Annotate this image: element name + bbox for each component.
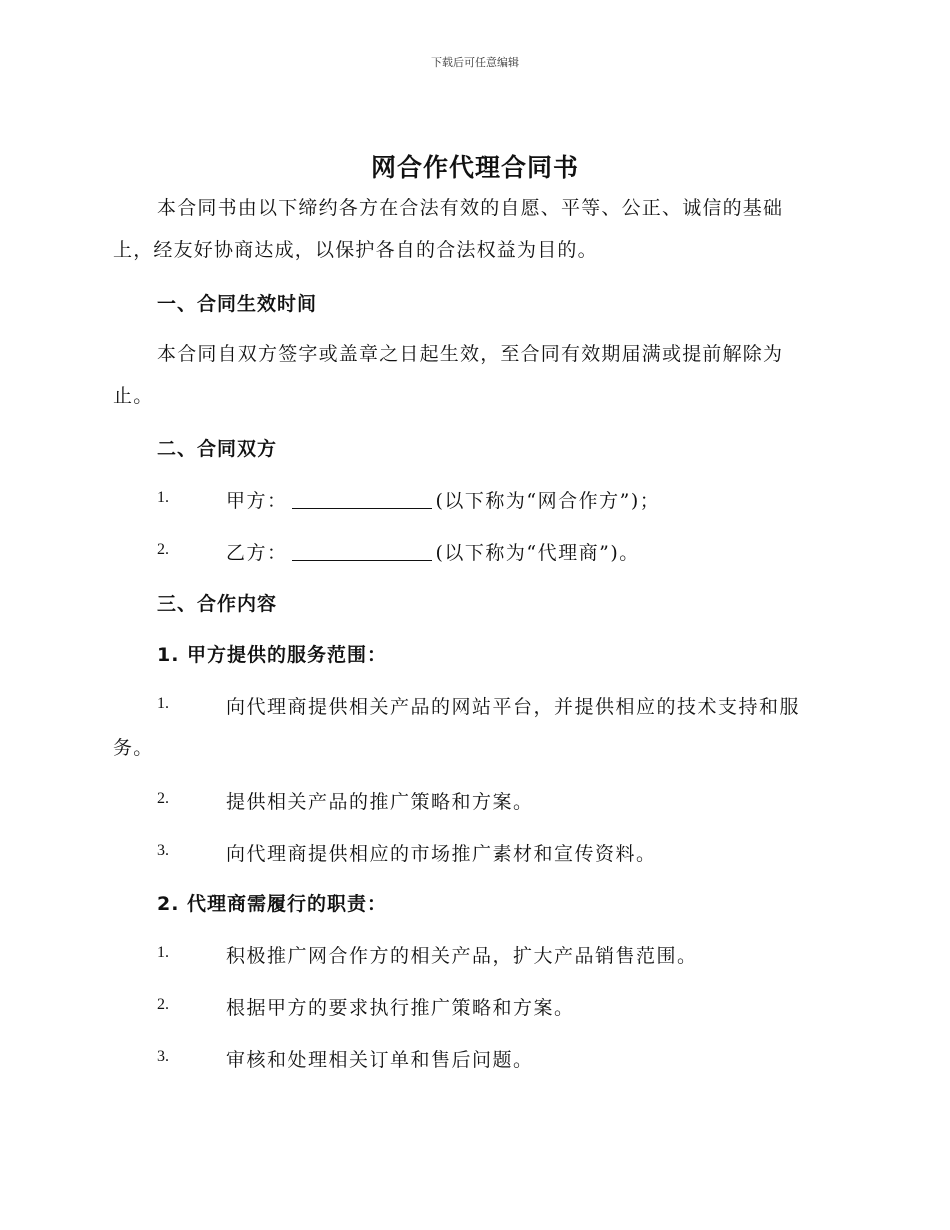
party-a-suffix: (以下称为“网合作方”)； (435, 490, 661, 512)
sub1-item-1-number: 1. (157, 695, 169, 712)
sub2-item-2-line: 根据甲方的要求执行推广策略和方案。 (226, 997, 575, 1019)
sub1-item-2-line: 提供相关产品的推广策略和方案。 (226, 791, 534, 813)
section-1-line-1: 本合同自双方签字或盖章之日起生效，至合同有效期届满或提前解除为 (157, 343, 784, 365)
party-b-blank-field (292, 542, 432, 561)
sub1-item-3-number: 3. (157, 842, 169, 859)
page-header-note: 下载后可任意编辑 (431, 56, 519, 69)
intro-line-1: 本合同书由以下缔约各方在合法有效的自愿、平等、公正、诚信的基础 (157, 197, 784, 219)
party-b-suffix: (以下称为“代理商”)。 (435, 542, 640, 564)
sub2-item-3-line: 审核和处理相关订单和售后问题。 (226, 1049, 534, 1071)
party-b-number: 2. (157, 541, 169, 558)
sub2-item-1-line: 积极推广网合作方的相关产品，扩大产品销售范围。 (226, 945, 698, 967)
sub1-item-1-line-2: 务。 (113, 737, 154, 759)
section-1-line-2: 止。 (113, 385, 154, 407)
party-a-blank-field (292, 490, 432, 509)
sub2-item-1-number: 1. (157, 944, 169, 961)
section-2-heading: 二、合同双方 (157, 438, 278, 460)
intro-line-2: 上，经友好协商达成，以保护各自的合法权益为目的。 (113, 239, 598, 261)
sub1-item-3-line: 向代理商提供相应的市场推广素材和宣传资料。 (226, 843, 657, 865)
document-title: 网合作代理合同书 (370, 153, 579, 182)
party-b-line (226, 538, 640, 565)
party-a-label: 甲方： (226, 490, 288, 512)
sub2-item-3-number: 3. (157, 1048, 169, 1065)
section-1-heading: 一、合同生效时间 (157, 293, 318, 315)
subsection-1-heading: 1. 甲方提供的服务范围： (157, 644, 388, 666)
sub2-item-2-number: 2. (157, 996, 169, 1013)
party-a-number: 1. (157, 489, 169, 506)
sub1-item-1-line-1: 向代理商提供相关产品的网站平台，并提供相应的技术支持和服 (226, 696, 801, 718)
section-3-heading: 三、合作内容 (157, 593, 278, 615)
party-a-line (226, 486, 660, 513)
sub1-item-2-number: 2. (157, 790, 169, 807)
subsection-2-heading: 2. 代理商需履行的职责： (157, 893, 388, 915)
party-b-label: 乙方： (226, 542, 288, 564)
